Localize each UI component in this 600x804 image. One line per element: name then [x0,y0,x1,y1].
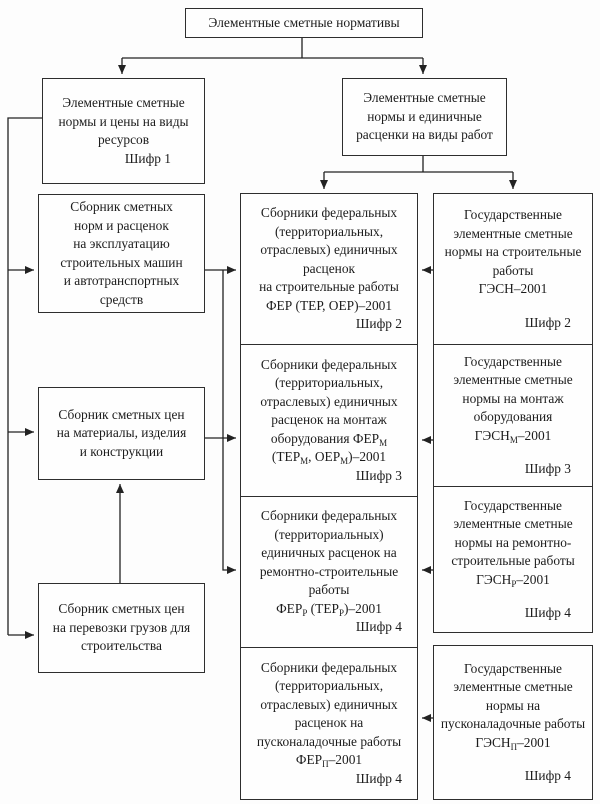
materials-collection-box [38,387,205,480]
gesn-installation-label: Государственные элементные сметные нормы на монтаж оборудования $ГЭСН_М-2001$ [453,353,573,445]
machines-collection-box [38,194,205,313]
branch-resources-label: Элементные сметные нормы и цены на виды ресурсов [58,95,189,147]
fer-repair-shifr: Шифр 4 [355,619,402,635]
gesn-repair-box [433,486,593,633]
gesn-installation-box [433,344,593,487]
fer-installation-label: Сборники федеральных (территориальных, отраслевых) единичных расценок на монтаж оборудования $ФЕР_М$ ($ТЕР_М$, $ОЕР_М)-2001$ [260,356,398,467]
branch-works-label: Элементные сметные нормы и единичные расценки на виды работ [356,90,493,143]
fer-commissioning-shifr: Шифр 4 [355,770,402,786]
gesn-repair-shifr: Шифр 4 [524,605,571,620]
fer-installation-shifr: Шифр 3 [355,467,402,483]
machines-collection-label: Сборник сметных норм и расценок на эксплуатацию строительных машин и автотранспортных средств [60,199,183,307]
gesn-construction-box [433,193,593,345]
fer-repair-box [240,496,418,648]
fer-commissioning-label: Сборники федеральных (территориальных, отраслевых) единичных расценок на пусконаладочные работы $ФЕР_П-2001$ [256,659,402,770]
gesn-repair-label: Государственные элементные сметные нормы на ремонтно- строительные работы $ГЭСН_Р-2001$ [451,497,575,589]
gesn-construction-shifr: Шифр 2 [524,314,571,330]
branch-resources-shifr: Шифр 1 [124,150,171,166]
fer-repair-label: Сборники федеральных (территориальных) единичных расценок на ремонтно-строительные работы $ФЕР_Р$ $(ТЕР_Р)-2001$ [259,508,399,618]
fer-installation-box [240,344,418,497]
root-label: Элементные сметные нормативы [208,14,400,30]
fer-commissioning-box [240,647,418,800]
fer-construction-label: Сборники федеральных (территориальных, отраслевых) единичных расценок на строительные работы ФЕР (ТЕР, ОЕР)–2001 [259,205,399,313]
transport-collection-box [38,583,205,673]
root-box [185,8,423,38]
gesn-commissioning-shifr: Шифр 4 [524,768,571,783]
branch-resources-box [42,78,205,184]
gesn-installation-shifr: Шифр 3 [524,461,571,476]
transport-collection-label: Сборник сметных цен на перевозки грузов для строительства [52,601,191,654]
fer-construction-shifr: Шифр 2 [355,316,402,332]
fer-construction-box [240,193,418,345]
gesn-construction-label: Государственные элементные сметные нормы на строительные работы ГЭСН–2001 [444,207,582,296]
branch-works-box [342,78,507,156]
gesn-commissioning-label: Государственные элементные сметные нормы на пусконаладочные работы $ГЭСН_П-2001$ [440,660,586,752]
materials-collection-label: Сборник сметных цен на материалы, изделия и конструкции [56,406,187,459]
gesn-commissioning-box [433,645,593,800]
